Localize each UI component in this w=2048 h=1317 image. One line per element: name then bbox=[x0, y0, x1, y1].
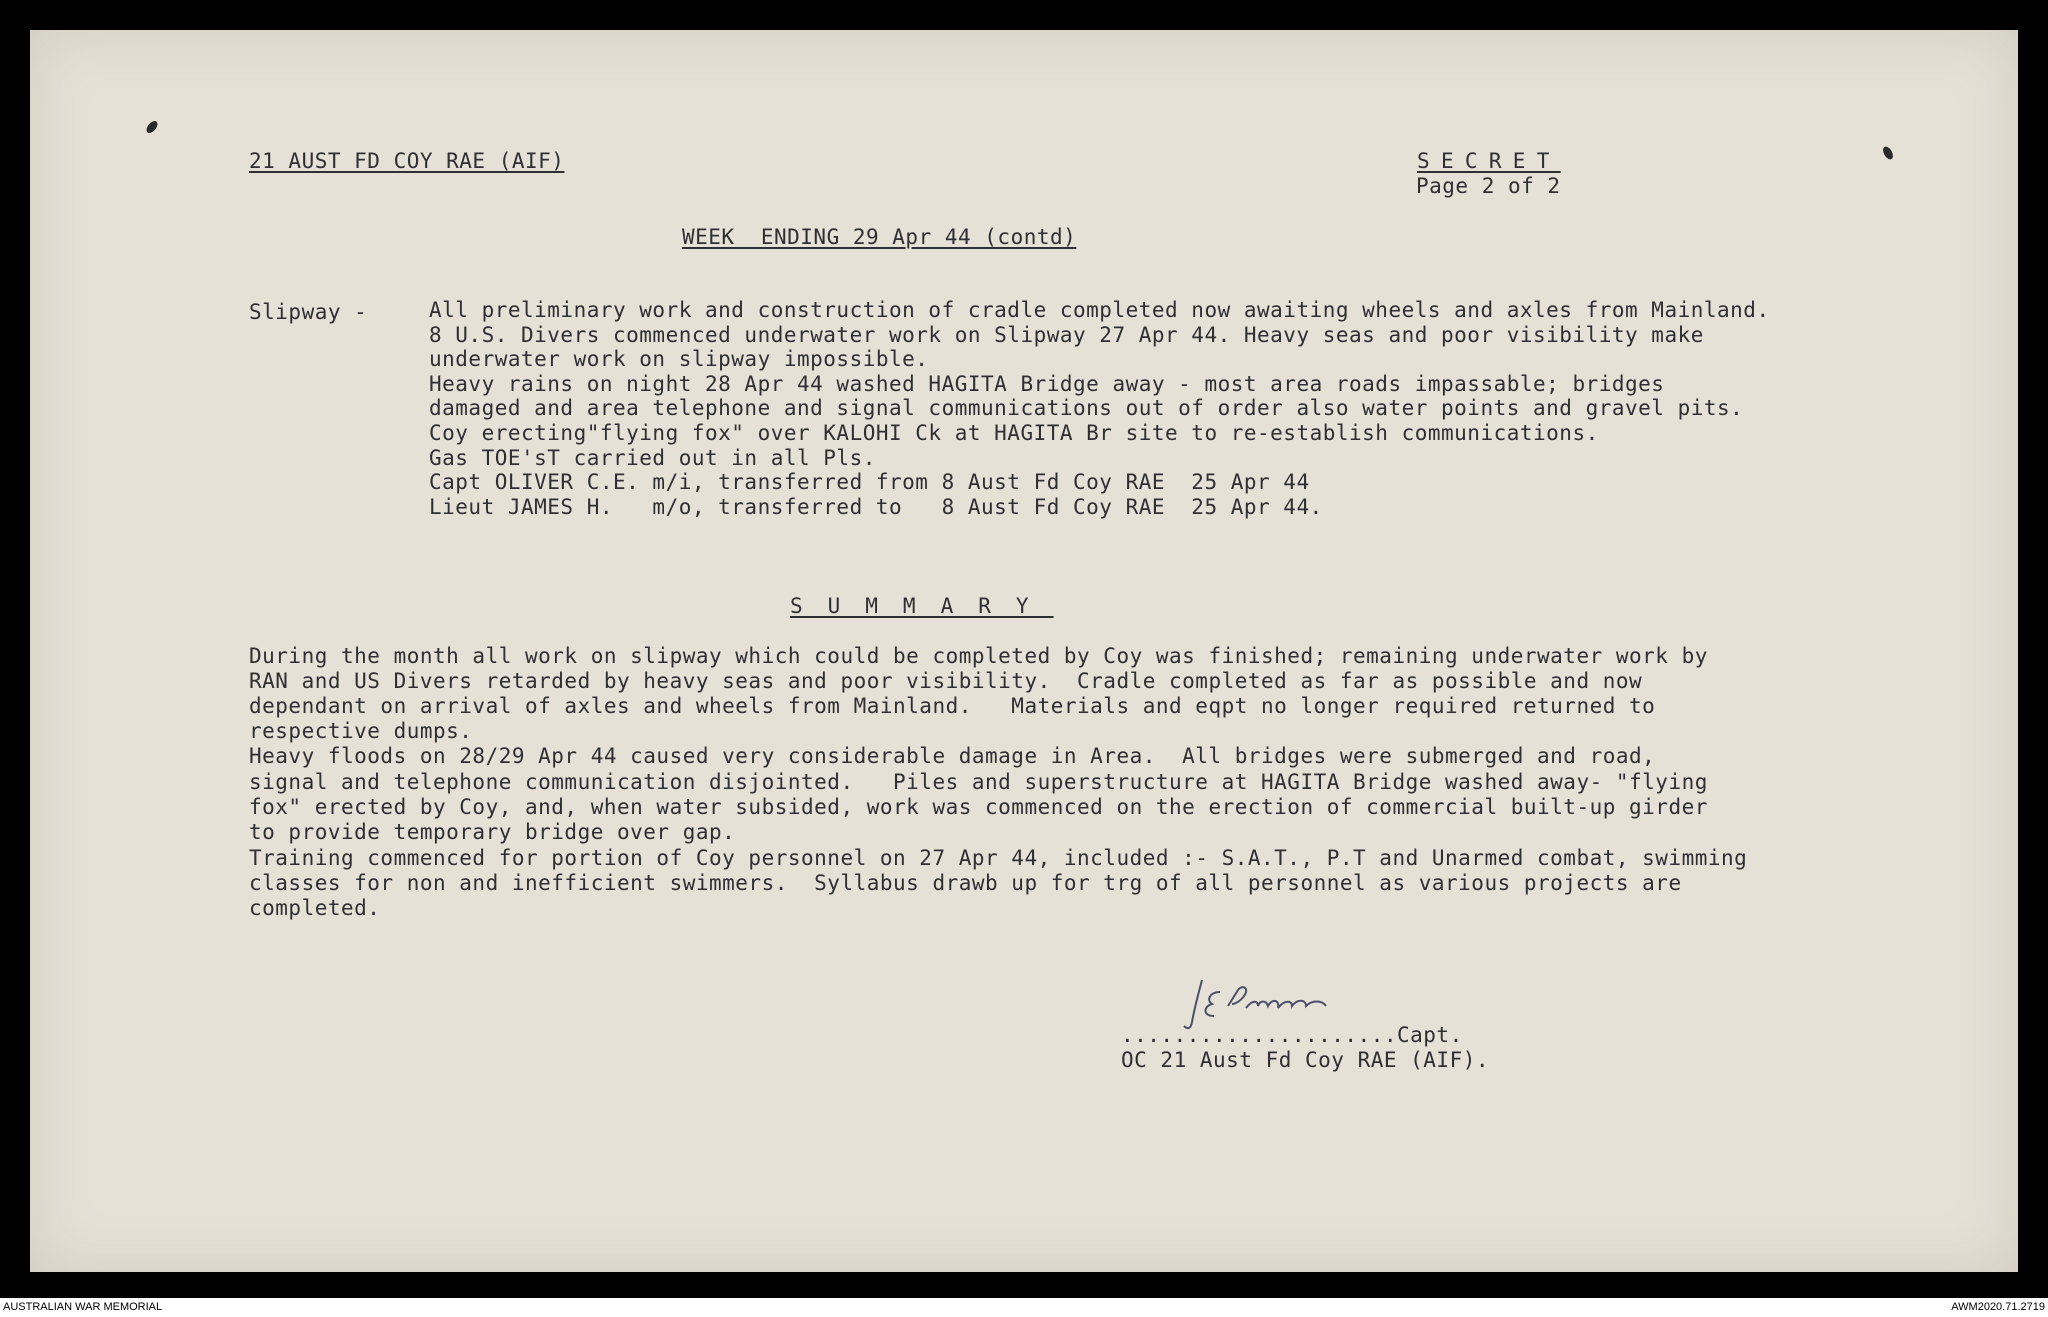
signatory-title: OC 21 Aust Fd Coy RAE (AIF). bbox=[1121, 1048, 1490, 1072]
entry-line: Heavy rains on night 28 Apr 44 washed HAGITA Bridge away - most area roads impassable; bridges bbox=[429, 372, 1665, 396]
entry-line: All preliminary work and construction of cradle completed now awaiting wheels and axles from Mainland. bbox=[429, 298, 1770, 322]
page-number: Page 2 of 2 bbox=[1416, 174, 1561, 198]
summary-line: signal and telephone communication disjointed. Piles and superstructure at HAGITA Bridge washed away- "flying bbox=[249, 770, 1708, 794]
summary-line: Heavy floods on 28/29 Apr 44 caused very considerable damage in Area. All bridges were submerged and road, bbox=[249, 744, 1656, 768]
archive-reference: AWM2020.71.2719 bbox=[1951, 1301, 2045, 1313]
entry-line: Coy erecting"flying fox" over KALOHI Ck at HAGITA Br site to re-establish communications. bbox=[429, 421, 1599, 445]
summary-heading: SUMMARY bbox=[790, 594, 1054, 618]
report-title: WEEK ENDING 29 Apr 44 (contd) bbox=[682, 225, 1077, 249]
classification-label: SECRET bbox=[1417, 149, 1561, 173]
archive-footer bbox=[0, 1298, 2048, 1317]
summary-line: RAN and US Divers retarded by heavy seas and poor visibility. Cradle completed as far as possible and now bbox=[249, 669, 1643, 693]
entry-line: Lieut JAMES H. m/o, transferred to 8 Aust Fd Coy RAE 25 Apr 44. bbox=[429, 495, 1323, 519]
summary-line: Training commenced for portion of Coy personnel on 27 Apr 44, included :- S.A.T., P.T and Unarmed combat, swimming bbox=[249, 846, 1748, 870]
unit-heading: 21 AUST FD COY RAE (AIF) bbox=[249, 149, 565, 173]
summary-line: to provide temporary bridge over gap. bbox=[249, 820, 736, 844]
archive-name: AUSTRALIAN WAR MEMORIAL bbox=[3, 1301, 163, 1313]
summary-line: dependant on arrival of axles and wheels from Mainland. Materials and eqpt no longer required returned to bbox=[249, 694, 1656, 718]
entry-line: underwater work on slipway impossible. bbox=[429, 347, 929, 371]
summary-line: respective dumps. bbox=[249, 719, 473, 743]
entry-line: damaged and area telephone and signal communications out of order also water points and gravel pits. bbox=[429, 396, 1744, 420]
summary-line: completed. bbox=[249, 896, 381, 920]
entry-line: Gas TOE'sT carried out in all Pls. bbox=[429, 446, 876, 470]
entry-line: 8 U.S. Divers commenced underwater work on Slipway 27 Apr 44. Heavy seas and poor visibility make bbox=[429, 323, 1704, 347]
summary-line: classes for non and inefficient swimmers. Syllabus drawb up for trg of all personnel as various projects are bbox=[249, 871, 1682, 895]
summary-line: During the month all work on slipway which could be completed by Coy was finished; remaining underwater work by bbox=[249, 644, 1708, 668]
entry-label: Slipway - bbox=[249, 300, 368, 324]
signature-line: .....................Capt. bbox=[1121, 1023, 1463, 1047]
entry-line: Capt OLIVER C.E. m/i, transferred from 8 Aust Fd Coy RAE 25 Apr 44 bbox=[429, 470, 1310, 494]
summary-line: fox" erected by Coy, and, when water subsided, work was commenced on the erection of commercial built-up girder bbox=[249, 795, 1708, 819]
